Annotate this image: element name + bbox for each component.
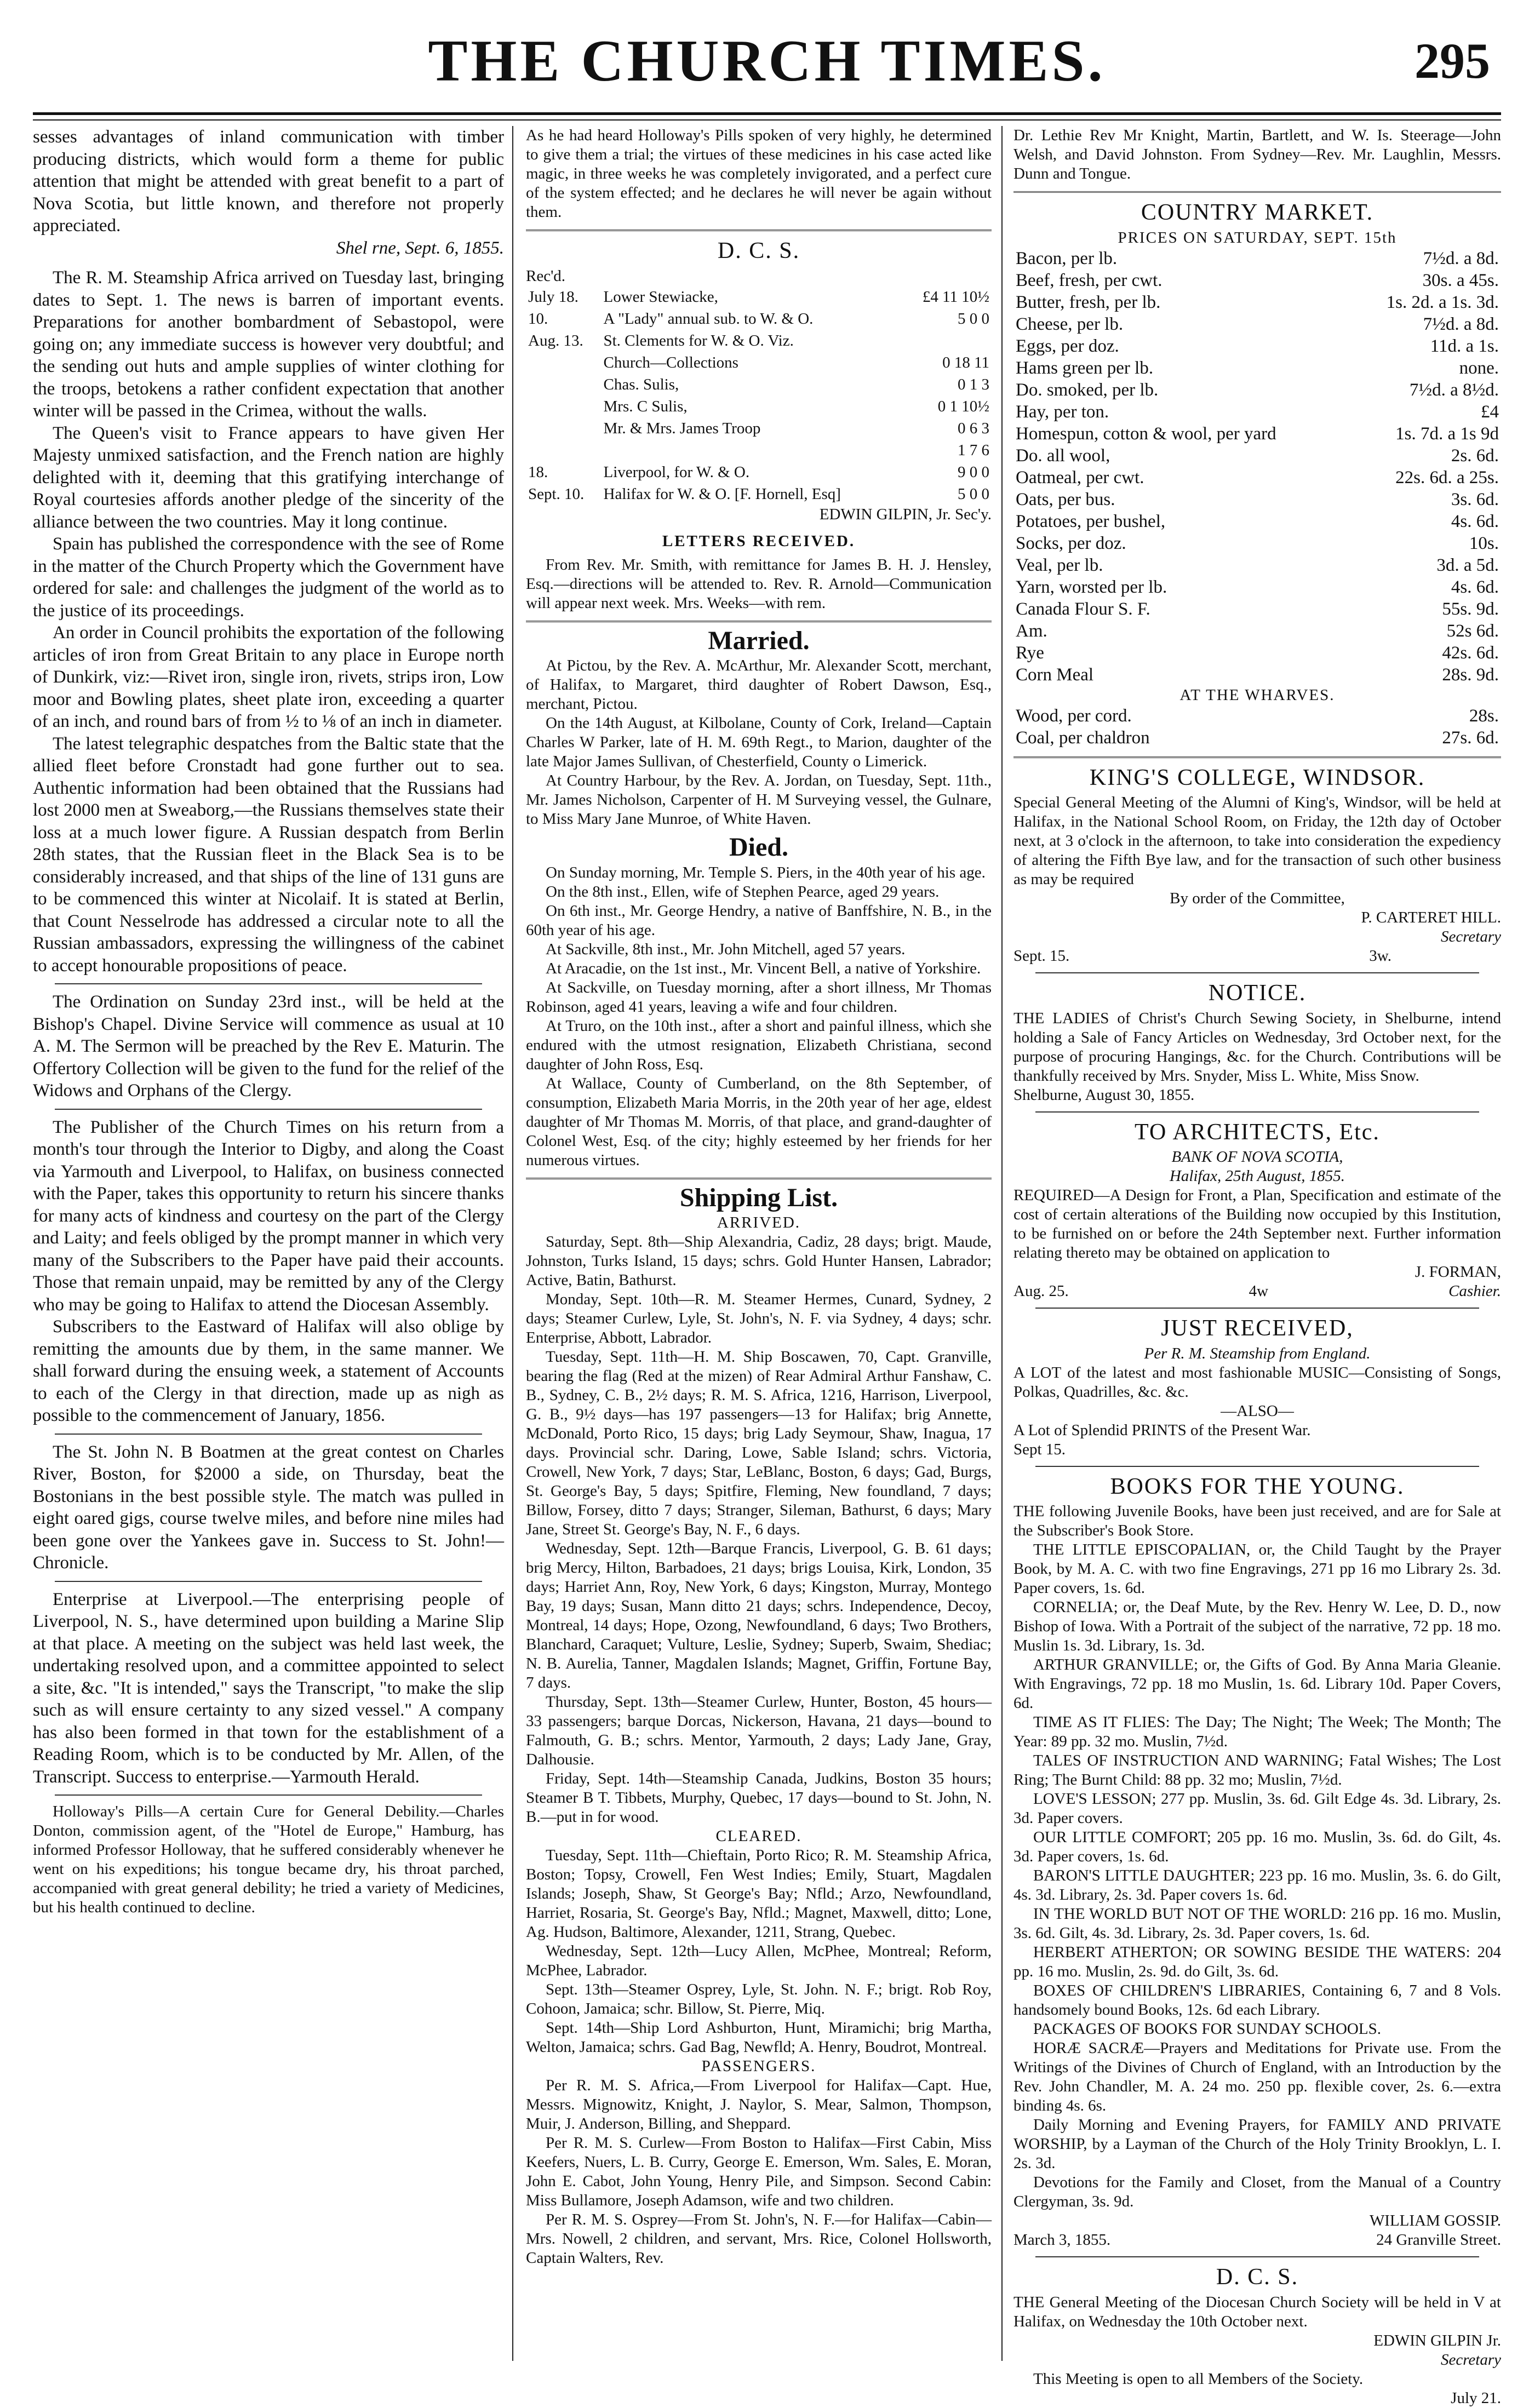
market-price-row-item: Eggs, per doz. — [1016, 336, 1119, 356]
kings-college-role: Secretary — [1440, 928, 1501, 945]
publisher-notice: The Publisher of the Church Times on his return from a month's tour through the Interior to Digby, and along the Coast via Yarmouth and Liverpool, to Halifax, on business connected with the Paper, takes this opportunity to return his sincere thanks for many acts of kindness and courtesy on the part of the Clergy and Laity; and feels obliged by the prompt manner in which very many of the Subscribers to the Paper have paid their accounts. Those that remain unpaid, may be remitted by any of the Clergy who may be going to Halifax to attend the Diocesan Assembly. — [33, 1117, 504, 1315]
notice-body: THE LADIES of Christ's Church Sewing Society, in Shelburne, intend holding a Sale of Fancy Articles on Wednesday, 3rd October next, for the purpose of procuring Hangings, &c. for the Church. Contributions will be thankfully received by Mrs. Snyder, Miss L. White, Miss Snow. — [1013, 1009, 1501, 1085]
newspaper-title: THE CHURCH TIMES. — [428, 28, 1106, 94]
column-3 — [1013, 126, 1501, 2407]
death-notice: On Sunday morning, Mr. Temple S. Piers, in the 40th year of his age. — [546, 863, 986, 881]
market-price-row — [1013, 445, 1501, 467]
kings-college-heading: KING'S COLLEGE, WINDSOR. — [1089, 765, 1425, 790]
book-entry: TIME AS IT FLIES: The Day; The Night; The Week; The Month; The Year: 89 pp. 32 mo. Muslin, 7½d. — [1013, 1713, 1501, 1750]
dcs-receipt-row-desc: Lower Stewiacke, — [603, 288, 718, 306]
subscribers-notice: Subscribers to the Eastward of Halifax will also oblige by remitting the amounts due by them, in the same manner. We shall forward during the ensuing week, a statement of Accounts to each of the Clergy in that direction, made up as nigh as possible to the commencement of January, 1856. — [33, 1317, 504, 1425]
dcs-heading: D. C. S. — [717, 238, 800, 263]
just-received-heading: JUST RECEIVED, — [1161, 1316, 1354, 1341]
market-price-row-item: Yarn, worsted per lb. — [1016, 577, 1167, 597]
books-list — [1013, 1540, 1501, 2211]
dcs-receipt-row — [526, 417, 992, 439]
death-notice: At Sackville, on Tuesday morning, after a short illness, Mr Thomas Robinson, aged 41 years, leaving a wife and four children. — [526, 978, 992, 1016]
market-price-row-price: 10s. — [1469, 533, 1499, 553]
market-price-row-price: 1s. 2d. a 1s. 3d. — [1386, 292, 1499, 312]
book-entry: ARTHUR GRANVILLE; or, the Gifts of God. By Anna Maria Gleanie. With Engravings, 72 pp. 18 mo Muslin, 1s. 6d. Library 10d. Paper Covers, 6d. — [1013, 1656, 1501, 1712]
divider — [526, 1178, 992, 1179]
architects-date: Aug. 25. — [1013, 1282, 1069, 1300]
market-price-row-item: Potatoes, per bushel, — [1016, 511, 1166, 531]
market-price-row-price: 52s 6d. — [1446, 621, 1499, 641]
passengers-list — [526, 2076, 992, 2268]
book-entry: LOVE'S LESSON; 277 pp. Muslin, 3s. 6d. Gilt Edge 4s. 3d. Library, 2s. 3d. Paper covers. — [1013, 1790, 1501, 1827]
divider — [55, 983, 482, 984]
news-boatmen: The St. John N. B Boatmen at the great contest on Charles River, Boston, for $2000 a side, on Thursday, beat the Bostonians in the best possible style. The match was pulled in eight oared gigs, course twelve miles, and before nine miles had been gone over the Yankees gave in. Success to St. John!—Chronicle. — [33, 1442, 504, 1573]
death-notice: On the 8th inst., Ellen, wife of Stephen Pearce, aged 29 years. — [546, 882, 940, 901]
wharves-prices-table — [1013, 705, 1501, 749]
dcs-receipt-row — [526, 286, 992, 308]
dcs-receipt-row-date — [526, 352, 602, 374]
market-price-row — [1013, 532, 1501, 554]
divider — [1035, 2256, 1479, 2257]
marriage-notice: On the 14th August, at Kilbolane, County of Cork, Ireland—Captain Charles W Parker, late of H. M. 69th Regt., to Marion, daughter of the late Major James Sullivan, of Chesterfield, County o Limerick. — [526, 714, 992, 770]
married-list — [526, 656, 992, 829]
died-list — [526, 863, 992, 1170]
divider — [1035, 1111, 1479, 1113]
market-price-row-price: 7½d. a 8d. — [1423, 314, 1499, 334]
dcs-meeting-role: Secretary — [1440, 2350, 1501, 2369]
book-entry: HERBERT ATHERTON; OR SOWING BESIDE THE WATERS: 204 pp. 16 mo. Muslin, 2s. 9d. do Gilt, 3s. 6d. — [1013, 1943, 1501, 1980]
market-price-row-price: 55s. 9d. — [1442, 599, 1499, 619]
books-heading: BOOKS FOR THE YOUNG. — [1110, 1474, 1405, 1499]
market-price-row-price: 42s. 6d. — [1442, 643, 1499, 663]
passengers-heading: PASSENGERS. — [701, 2057, 816, 2075]
death-notice: At Sackville, 8th inst., Mr. John Mitchell, aged 57 years. — [546, 940, 906, 958]
just-received-sub: Per R. M. Steamship from England. — [1144, 1344, 1371, 1362]
market-price-row-item: Cheese, per lb. — [1016, 314, 1124, 334]
divider — [55, 1109, 482, 1110]
dcs-receipts-table — [526, 286, 992, 505]
kings-college-body: Special General Meeting of the Alumni of King's, Windsor, will be held at Halifax, in the National School Room, on Friday, the 12th day of October next, at 3 o'clock in the afternoon, to take into consideration the expediency of altering the Fifth Bye law, and for the transaction of such other business as may be required — [1013, 794, 1501, 888]
book-entry: BOXES OF CHILDREN'S LIBRARIES, Containing 6, 7 and 8 Vols. handsomely bound Books, 12s. 6d each Library. — [1013, 1982, 1501, 2019]
dcs-receipt-row-desc: Mrs. C Sulis, — [603, 397, 688, 415]
divider — [55, 1581, 482, 1582]
column-1 — [33, 126, 504, 2361]
passenger-entry: Per R. M. S. Curlew—From Boston to Halifax—First Cabin, Miss Keefers, Nuers, L. B. Curry, George E. Emerson, Wm. Sales, E. Moran, John E. Cabot, John Young, Henry Pile, and Simpson. Second Cabin: Miss Bullamore, Joseph Adamson, wife and two children. — [526, 2134, 992, 2209]
market-price-row-item: Veal, per lb. — [1016, 555, 1103, 575]
market-price-row — [1013, 554, 1501, 576]
masthead-rule — [33, 112, 1501, 121]
market-price-row — [1013, 248, 1501, 270]
dcs-receipt-row-amt: 5 0 0 — [958, 309, 989, 328]
market-price-row-item: Socks, per doz. — [1016, 533, 1126, 553]
market-price-row-price: £4 — [1481, 402, 1499, 422]
marriage-notice: At Country Harbour, by the Rev. A. Jordan, on Tuesday, Sept. 11th., Mr. James Nicholson, Carpenter of H. M Surveying vessel, the Gulnare, to Miss Mary Jane Munroe, of White Haven. — [526, 772, 992, 828]
market-price-row-price: 11d. a 1s. — [1430, 336, 1499, 356]
market-price-row-item: Butter, fresh, per lb. — [1016, 292, 1161, 312]
market-price-row — [1013, 467, 1501, 489]
death-notice: At Truro, on the 10th inst., after a short and painful illness, which she endured with the utmost resignation, Elizabeth Christiana, second daughter of John Ross, Esq. — [526, 1017, 992, 1073]
market-price-row-price: 3d. a 5d. — [1436, 555, 1499, 575]
dcs-receipt-row — [526, 308, 992, 330]
news-spain: Spain has published the correspondence with the see of Rome in the matter of the Church Property which the Government have ordered for sale: and challenges the judgment of the world as to the justice of its proceedings. — [33, 534, 504, 621]
dcs-receipt-row — [526, 483, 992, 505]
married-heading: Married. — [708, 626, 810, 655]
dcs-recd-label: Rec'd. — [526, 267, 566, 285]
dcs-receipt-row-amt: £4 11 10½ — [922, 288, 989, 306]
article-paragraph: sesses advantages of inland communication with timber producing districts, which would form a theme for public attention that might be attended with great benefit to a part of Nova Scotia, but little known, and therefore not properly appreciated. — [33, 127, 504, 236]
cleared-entry: Sept. 14th—Ship Lord Ashburton, Hunt, Miramichi; brig Martha, Welton, Jamaica; schrs. Gad Bag, Newfld; A. Henry, Boudrot, Montreal. — [526, 2019, 992, 2056]
market-price-row-price: 3s. 6d. — [1451, 489, 1499, 509]
market-price-row-item: Do. all wool, — [1016, 445, 1110, 466]
book-entry: CORNELIA; or, the Deaf Mute, by the Rev. Henry W. Lee, D. D., now Bishop of Iowa. With a Portrait of the subject of the narrative, 72 pp. 18 mo. Muslin 1s. 3d. Library, 1s. 3d. — [1013, 1598, 1501, 1654]
arrival-entry: Thursday, Sept. 13th—Steamer Curlew, Hunter, Boston, 45 hours—33 passengers; barque Dorcas, Nickerson, Havana, 21 days—bound to Falmouth, G. B.; schrs. Mentor, Yarmouth, 2 days; Lady Jane, Gray, Dalhousie. — [526, 1693, 992, 1768]
market-price-row — [1013, 357, 1501, 379]
dcs-signature: EDWIN GILPIN, Jr. Sec'y. — [819, 505, 992, 523]
market-price-row-item: Am. — [1016, 621, 1047, 641]
dcs-receipt-row — [526, 439, 992, 461]
death-notice: On 6th inst., Mr. George Hendry, a native of Banffshire, N. B., in the 60th year of his age. — [526, 902, 992, 939]
cleared-entry: Tuesday, Sept. 11th—Chieftain, Porto Rico; R. M. Steamship Africa, Boston; Topsy, Crowell, Fen West Indies; Emily, Stuart, Magdalen Islands; Joseph, Shaw, St George's Bay; Nfld.; Arzo, Newfoundland, Harriet, Rosaria, St. George's Bay, Nfld.; Magnet, Maxwell, ditto; Lone, Ag. Hudson, Baltimore, Alexander, 1211, Strang, Quebec. — [526, 1847, 992, 1941]
dcs-meeting-note-date: July 21. — [1451, 2389, 1501, 2407]
dcs-receipt-row-date — [526, 417, 602, 439]
dcs-receipt-row — [526, 395, 992, 417]
architects-signature: J. FORMAN, — [1415, 1263, 1501, 1281]
wharves-price-row-item: Wood, per cord. — [1016, 706, 1132, 726]
dcs-receipt-row-date — [526, 439, 602, 461]
dateline: Shel rne, Sept. 6, 1855. — [336, 238, 504, 258]
dcs-receipt-row-amt: 0 1 3 — [958, 375, 989, 393]
book-entry: PACKAGES OF BOOKS FOR SUNDAY SCHOOLS. — [1033, 2020, 1381, 2038]
died-heading: Died. — [729, 833, 788, 862]
divider — [55, 1794, 482, 1796]
dcs-receipt-row-desc: Liverpool, for W. & O. — [603, 463, 750, 481]
masthead — [33, 22, 1501, 104]
market-price-row-item: Hams green per lb. — [1016, 358, 1154, 378]
cleared-entry: Wednesday, Sept. 12th—Lucy Allen, McPhee, Montreal; Reform, McPhee, Labrador. — [526, 1942, 992, 1979]
book-entry: HORÆ SACRÆ—Prayers and Meditations for Private use. From the Writings of the Divines of Church of England, with an Introduction by the Rev. John Chandler, M. A. 24 mo. 250 pp. flexible cover, 2s. 6.—extra binding 4s. 6s. — [1013, 2039, 1501, 2114]
books-intro: THE following Juvenile Books, have been just received, and are for Sale at the Subscriber's Book Store. — [1013, 1503, 1501, 1539]
death-notice: At Aracadie, on the 1st inst., Mr. Vincent Bell, a native of Yorkshire. — [546, 959, 981, 977]
book-entry: TALES OF INSTRUCTION AND WARNING; Fatal Wishes; The Lost Ring; The Burnt Child: 88 pp. 32 mo; Muslin, 7½d. — [1013, 1752, 1501, 1788]
market-price-row-price: 28s. 9d. — [1442, 664, 1499, 685]
market-price-row-price: 2s. 6d. — [1451, 445, 1499, 466]
dcs-receipt-row-amt: 0 18 11 — [942, 353, 989, 371]
market-price-row-item: Oats, per bus. — [1016, 489, 1115, 509]
news-order-in-council: An order in Council prohibits the exportation of the following articles of iron from Great Britain to any place in Europe north of Dunkirk, viz:—Rivet iron, single iron, rivets, strips iron, Low moor and Bowling plates, sheet plate iron, exceeding a quarter of an inch, and round bars of from ½ to ⅛ of an inch in diameter. — [33, 623, 504, 731]
dcs-receipt-row-amt: 0 1 10½ — [937, 397, 989, 415]
kings-college-insertions: 3w. — [1369, 947, 1391, 965]
news-liverpool: Enterprise at Liverpool.—The enterprising people of Liverpool, N. S., have determined upon building a Marine Slip at that place. A meeting on the subject was held last week, the undertaking resolved upon, and a committee appointed to select a site, &c. "It is intended," says the Transcript, "to make the slip such as will ensure certainty to any sized vessel." A company has also been formed in that town for the establishment of a Reading Room, which is to be conducted by Mr. Allen, of the Transcript. Success to enterprise.—Yarmouth Herald. — [33, 1589, 504, 1787]
dcs-receipt-row-date: 18. — [528, 463, 548, 481]
architects-footer — [1013, 1282, 1501, 1301]
wharves-price-row-price: 27s. 6d. — [1442, 727, 1499, 748]
market-price-row-item: Rye — [1016, 643, 1044, 663]
news-africa: The R. M. Steamship Africa arrived on Tuesday last, bringing dates to Sept. 1. The news is barren of important events. Preparations for another bombardment of Sebastopol, were going on; any immediate success is however very doubtful; and the sending out huts and ample supplies of winter clothing for the troops, betokens a rather confident expectation that another winter will be passed in the Crimea, without the walls. — [33, 268, 504, 421]
notice-heading: NOTICE. — [1208, 981, 1307, 1006]
dcs-receipt-row-date: 10. — [528, 309, 548, 328]
book-entry: Daily Morning and Evening Prayers, for FAMILY AND PRIVATE WORSHIP, by a Layman of the Church of the Holy Trinity Brooklyn, L. I. 2s. 3d. — [1013, 2116, 1501, 2172]
book-entry: THE LITTLE EPISCOPALIAN, or, the Child Taught by the Prayer Book, by M. A. C. with two fine Engravings, 271 pp 16 mo Library 2s. 3d. Paper covers, 1s. 6d. — [1013, 1541, 1501, 1597]
market-price-row-item: Bacon, per lb. — [1016, 248, 1118, 268]
market-price-row — [1013, 401, 1501, 423]
market-price-row-price: 4s. 6d. — [1451, 577, 1499, 597]
dcs-receipt-row-desc: Church—Collections — [603, 353, 738, 371]
market-price-row — [1013, 511, 1501, 532]
architects-insertions: 4w — [1249, 1282, 1269, 1300]
dcs-meeting-note: This Meeting is open to all Members of the Society. — [1033, 2370, 1364, 2388]
architects-body: REQUIRED—A Design for Front, a Plan, Specification and estimate of the cost of certain alterations of the Building now occupied by this Institution, to be furnished on or before the 24th September next. Further information relating thereto may be obtained on application to — [1013, 1186, 1501, 1262]
kings-college-footer — [1013, 947, 1501, 966]
market-price-row — [1013, 598, 1501, 620]
dcs-receipt-row-date — [526, 395, 602, 417]
market-price-row-item: Beef, fresh, per cwt. — [1016, 270, 1163, 290]
dcs-receipt-row-desc — [602, 439, 903, 461]
arrival-entry: Tuesday, Sept. 11th—H. M. Ship Boscawen, 70, Capt. Granville, bearing the flag (Red at the mizen) of Rear Admiral Arthur Fanshaw, C. B., Sydney, C. B., 2½ days; R. M. S. Africa, 1216, Harrison, Liverpool, G. B., 9½ days—has 197 passengers—13 for Halifax; brig Annette, McDonald, Porto Rico, 15 days; brig Lady Seymour, Shaw, Inagua, 17 days. Provincial schr. Daring, Lowe, Sable Island; schrs. Victoria, Crowell, New York, 7 days; Star, LeBlanc, Boston, 6 days; Gad, Burgs, St. George's Bay, 5 days; Spitfire, Fleming, New foundland, 7 days; Billow, Forsey, ditto 7 days; Stranger, Sileman, Bathurst, 6 days; Mary Jane, Street St. George's Bay, N. F., 6 days. — [526, 1348, 992, 1538]
book-entry: IN THE WORLD BUT NOT OF THE WORLD: 216 pp. 16 mo. Muslin, 3s. 6d. Gilt, 4s. 3d. Library, 2s. 3d. Paper covers, 1s. 6d. — [1013, 1905, 1501, 1942]
architects-bank: BANK OF NOVA SCOTIA, — [1171, 1148, 1343, 1166]
dcs-receipt-row-date: Sept. 10. — [528, 485, 585, 503]
just-received-also: —ALSO— — [1221, 1402, 1294, 1420]
arrival-entry: Saturday, Sept. 8th—Ship Alexandria, Cadiz, 28 days; brigt. Maude, Johnston, Turks Island, 15 days; schrs. Gold Hunter Hansen, Labrador; Active, Batin, Bathurst. — [526, 1233, 992, 1289]
passenger-entry: Per R. M. S. Africa,—From Liverpool for Halifax—Capt. Hue, Messrs. Mignowitz, Knight, J. Naylor, S. Mear, Salmon, Thompson, Muir, J. Anderson, Billing, and Sheppard. — [526, 2077, 992, 2132]
divider — [1035, 1308, 1479, 1309]
market-price-row-price: 7½d. a 8d. — [1423, 248, 1499, 268]
dcs-receipt-row-date: July 18. — [528, 288, 579, 306]
books-address: 24 Granville Street. — [1376, 2231, 1501, 2249]
market-price-row — [1013, 423, 1501, 445]
news-queen-visit: The Queen's visit to France appears to have given Her Majesty unmixed satisfaction, and the French nation are highly delighted with it, deeming that this gratifying interchange of Royal courtesies affords another pledge of the sincerity of the alliance between the two countries. May it long continue. — [33, 423, 504, 532]
market-price-row-item: Hay, per ton. — [1016, 402, 1109, 422]
dcs-receipt-row-date: Aug. 13. — [528, 331, 583, 349]
arrival-entry: Friday, Sept. 14th—Steamship Canada, Judkins, Boston 35 hours; Steamer B T. Tibbets, Murphy, Quebec, 17 days—bound to St. John, N. B.—put in for wood. — [526, 1770, 992, 1826]
dcs-receipt-row-desc: Halifax for W. & O. [F. Hornell, Esq] — [603, 485, 841, 503]
market-price-row — [1013, 379, 1501, 401]
dcs-receipt-row-desc: A "Lady" annual sub. to W. & O. — [603, 309, 814, 328]
dcs-receipt-row — [526, 374, 992, 395]
market-price-row-price: 4s. 6d. — [1451, 511, 1499, 531]
market-price-row — [1013, 313, 1501, 335]
just-received-body2: A Lot of Splendid PRINTS of the Present War. — [1013, 1421, 1311, 1439]
passenger-entry: Per R. M. S. Osprey—From St. John's, N. F.—for Halifax—Cabin—Mrs. Nowell, 2 children, and servant, Mrs. Rice, Colonel Hollsworth, Captain Walters, Rev. — [526, 2211, 992, 2267]
notice-ordination: The Ordination on Sunday 23rd inst., will be held at the Bishop's Chapel. Divine Service will commence as usual at 10 A. M. The Sermon will be preached by the Rev E. Maturin. The Offertory Collection will be given to the fund for the relief of the Widows and Orphans of the Clergy. — [33, 992, 504, 1100]
market-price-row-item: Oatmeal, per cwt. — [1016, 467, 1144, 488]
cleared-heading: CLEARED. — [715, 1827, 802, 1845]
dcs-receipt-row-amt: 1 7 6 — [958, 441, 989, 459]
death-notice: At Wallace, County of Cumberland, on the 8th September, of consumption, Elizabeth Maria Morris, in the 20th year of her age, eldest daughter of Mr Thomas M. Morris, of that place, and grand-daughter of Colonel West, Esq. of the city; highly esteemed by her friends for her numerous virtues. — [526, 1074, 992, 1169]
book-entry: BARON'S LITTLE DAUGHTER; 223 pp. 16 mo. Muslin, 3s. 6. do Gilt, 4s. 3d. Library, 2s. 3d. Paper covers 1s. 6d. — [1013, 1867, 1501, 1904]
divider — [1013, 191, 1501, 193]
dcs-receipt-row-amt — [903, 330, 992, 352]
market-price-row — [1013, 270, 1501, 291]
market-price-row — [1013, 664, 1501, 686]
dcs-meeting-signature: EDWIN GILPIN Jr. — [1373, 2331, 1501, 2349]
market-price-row — [1013, 576, 1501, 598]
advert-holloway: Holloway's Pills—A certain Cure for General Debility.—Charles Donton, commission agent, of the "Hotel de Europe," Hamburg, has informed Professor Holloway, that he suffered considerably whenever he went on his expeditions; his tongue became dry, his throat parched, accompanied with great general debility; he tried a variety of Medicines, but his health continued to decline. — [33, 1803, 504, 1916]
passengers-cont: Dr. Lethie Rev Mr Knight, Martin, Bartlett, and W. Is. Steerage—John Welsh, and David Johnston. From Sydney—Rev. Mr. Laughlin, Messrs. Dunn and Tongue. — [1013, 127, 1501, 182]
news-baltic: The latest telegraphic despatches from the Baltic state that the allied fleet before Cronstadt had gone further out to sea. Authentic information had been obtained that the Russians had lost 2000 men at Sweaborg,—the Russians themselves state their loss at a much lower figure. A Russian despatch from Berlin 28th states, that the Russian fleet in the Black Sea is to be considerably increased, and that ships of the line of 131 guns are to be commenced this winter at Nicolaif. It is stated at Berlin, that Count Nesselrode has addressed a circular note to all the Russian ambassadors, expressing the willingness of the cabinet to accept honourable propositions of peace. — [33, 733, 504, 976]
market-subheading: PRICES ON SATURDAY, SEPT. 15th — [1118, 228, 1397, 246]
architects-heading: TO ARCHITECTS, Etc. — [1135, 1119, 1380, 1145]
market-price-row-item: Do. smoked, per lb. — [1016, 380, 1159, 400]
column-divider — [1001, 126, 1003, 2361]
dcs-receipt-row — [526, 330, 992, 352]
divider — [526, 621, 992, 622]
kings-college-signature: P. CARTERET HILL. — [1361, 909, 1501, 926]
just-received-body: A LOT of the latest and most fashionable MUSIC—Consisting of Songs, Polkas, Quadrilles, &c. &c. — [1013, 1363, 1501, 1401]
cleared-list — [526, 1846, 992, 2057]
kings-college-date: Sept. 15. — [1013, 947, 1070, 965]
dcs-receipt-row-desc: Chas. Sulis, — [603, 375, 679, 393]
cleared-entry: Sept. 13th—Steamer Osprey, Lyle, St. John. N. F.; brigt. Rob Roy, Cohoon, Jamaica; schr. Billow, St. Pierre, Miq. — [526, 1981, 992, 2017]
arrival-entry: Monday, Sept. 10th—R. M. Steamer Hermes, Cunard, Sydney, 2 days; Steamer Curlew, Lyle, St. John's, N. F. via Sydney, 4 days; schr. Enterprise, Abbott, Labrador. — [526, 1291, 992, 1346]
dcs-receipt-row-desc: Mr. & Mrs. James Troop — [603, 419, 761, 437]
books-signature: WILLIAM GOSSIP. — [1369, 2212, 1501, 2229]
dcs-meeting-body: THE General Meeting of the Diocesan Church Society will be held in V at Halifax, on Wednesday the 10th October next. — [1013, 2293, 1501, 2330]
dcs-receipt-row — [526, 461, 992, 483]
arrived-heading: ARRIVED. — [717, 1214, 801, 1231]
market-price-row — [1013, 489, 1501, 511]
dcs-receipt-row — [526, 352, 992, 374]
books-date: March 3, 1855. — [1013, 2231, 1111, 2249]
wharves-heading: AT THE WHARVES. — [1179, 686, 1335, 704]
dcs-receipt-row-amt: 0 6 3 — [958, 419, 989, 437]
market-price-row-item: Homespun, cotton & wool, per yard — [1016, 423, 1276, 444]
column-divider — [512, 126, 513, 2361]
market-price-row — [1013, 335, 1501, 357]
book-entry: Devotions for the Family and Closet, from the Manual of a Country Clergyman, 3s. 9d. — [1013, 2174, 1501, 2210]
letters-received: From Rev. Mr. Smith, with remittance for James B. H. J. Hensley, Esq.—directions will be attended to. Rev. R. Arnold—Communication will appear next week. Mrs. Weeks—with rem. — [526, 555, 992, 612]
advert-holloway-cont: As he had heard Holloway's Pills spoken of very highly, he determined to give them a trial; the virtues of these medicines in his case acted like magic, in three weeks he was completely invigorated, and a perfect cure of the system effected; and he declares he will never be again without them. — [526, 127, 992, 221]
shipping-heading: Shipping List. — [679, 1183, 838, 1212]
letters-heading: LETTERS RECEIVED. — [662, 532, 856, 550]
marriage-notice: At Pictou, by the Rev. A. McArthur, Mr. Alexander Scott, merchant, of Halifax, to Margaret, third daughter of Robert Dawson, Esq., merchant, Pictou. — [526, 657, 992, 713]
divider — [1035, 972, 1479, 973]
arrival-entry: Wednesday, Sept. 12th—Barque Francis, Liverpool, G. B. 61 days; brig Mercy, Hilton, Barbadoes, 21 days; brigs Louisa, Kirk, London, 35 days; Harriet Ann, Roy, New York, 6 days; Kingston, Murray, Montego Bay, 19 days; Susan, Mann ditto 21 days; schrs. Independence, Decoy, Montreal, 14 days; Hope, Ozong, Newfoundland, 6 days; Two Brothers, Blanchard, Caraquet; Vulture, Leslie, Sydney; Superb, Swaim, Shediac; N. B. Aurelia, Tanner, Magdalen Islands; Magnet, Griffin, Fortune Bay, 7 days. — [526, 1540, 992, 1692]
wharves-price-row-item: Coal, per chaldron — [1016, 727, 1150, 748]
book-entry: OUR LITTLE COMFORT; 205 pp. 16 mo. Muslin, 3s. 6d. do Gilt, 4s. 3d. Paper covers, 1s. 6d. — [1013, 1828, 1501, 1865]
dcs-receipt-row-date — [526, 374, 602, 395]
market-prices-table — [1013, 248, 1501, 686]
wharves-price-row-price: 28s. — [1469, 706, 1499, 726]
divider — [526, 230, 992, 231]
kings-college-order: By order of the Committee, — [1170, 890, 1345, 907]
market-price-row-price: none. — [1459, 358, 1499, 378]
market-price-row-price: 1s. 7d. a 1s 9d — [1395, 423, 1499, 444]
just-received-date: Sept 15. — [1013, 1440, 1066, 1458]
market-price-row — [1013, 642, 1501, 664]
wharves-price-row — [1013, 727, 1501, 749]
dcs-meeting-heading: D. C. S. — [1216, 2264, 1299, 2290]
market-price-row — [1013, 620, 1501, 642]
market-price-row-item: Corn Meal — [1016, 664, 1094, 685]
wharves-price-row — [1013, 705, 1501, 727]
market-heading: COUNTRY MARKET. — [1141, 200, 1374, 225]
dcs-receipt-row-amt: 9 0 0 — [958, 463, 989, 481]
dcs-receipt-row-desc: St. Clements for W. & O. Viz. — [603, 331, 794, 349]
architects-role: Cashier. — [1448, 1282, 1501, 1300]
market-price-row-price: 7½d. a 8½d. — [1409, 380, 1499, 400]
architects-bank-date: Halifax, 25th August, 1855. — [1169, 1167, 1345, 1185]
arrived-list — [526, 1232, 992, 1827]
divider — [1035, 1466, 1479, 1467]
market-price-row-item: Canada Flour S. F. — [1016, 599, 1150, 619]
market-price-row — [1013, 291, 1501, 313]
notice-date: Shelburne, August 30, 1855. — [1013, 1086, 1195, 1104]
dcs-receipt-row-amt: 5 0 0 — [958, 485, 989, 503]
divider — [1013, 756, 1501, 758]
divider — [55, 1434, 482, 1435]
column-2 — [526, 126, 992, 2361]
page-number: 295 — [1415, 33, 1490, 89]
books-footer — [1013, 2231, 1501, 2250]
market-price-row-price: 30s. a 45s. — [1422, 270, 1499, 290]
market-price-row-price: 22s. 6d. a 25s. — [1395, 467, 1499, 488]
